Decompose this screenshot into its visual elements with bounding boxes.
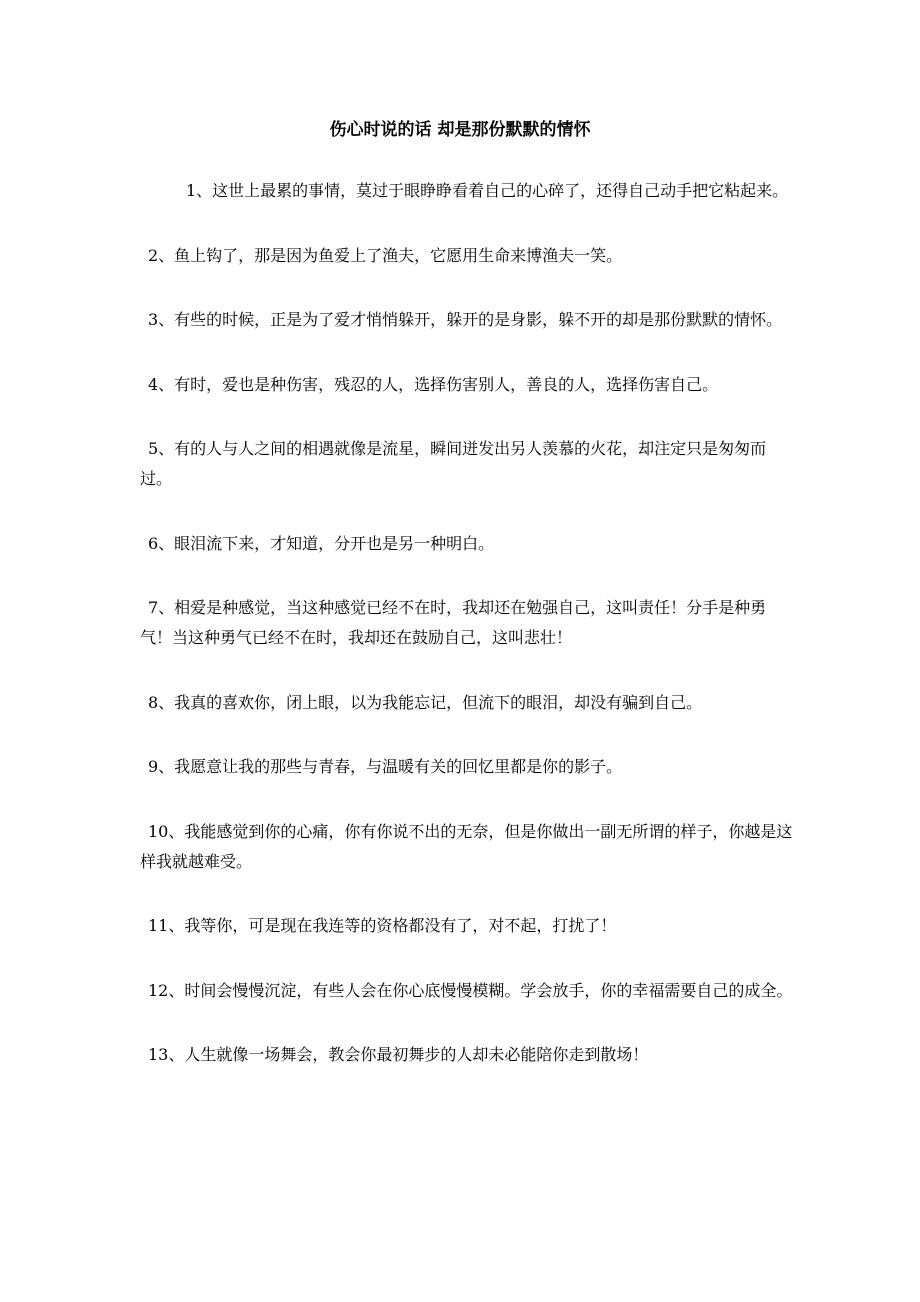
paragraph-8: 8、我真的喜欢你，闭上眼，以为我能忘记，但流下的眼泪，却没有骗到自己。	[148, 692, 703, 712]
paragraph-1: 1、这世上最累的事情，莫过于眼睁睁看着自己的心碎了，还得自己动手把它粘起来。	[186, 181, 789, 200]
paragraph-13: 13、人生就像一场舞会，教会你最初舞步的人却未必能陪你走到散场！	[148, 1045, 649, 1064]
paragraph-7: 7、相爱是种感觉，当这种感觉已经不在时，我却还在勉强自己，这叫责任！分手是种勇气！当这种勇气已经不在时，我却还在鼓励自己，这叫悲壮！	[140, 598, 767, 647]
paragraph-12: 12、时间会慢慢沉淀，有些人会在你心底慢慢模糊。学会放手，你的幸福需要自己的成全。	[148, 980, 793, 1000]
document-title: 伤心时说的话 却是那份默默的情怀	[329, 120, 591, 140]
paragraph-5: 5、有的人与人之间的相遇就像是流星，瞬间迸发出另人羡慕的火花，却注定只是匆匆而过。	[140, 439, 767, 488]
document-body	[140, 176, 795, 1070]
paragraph-3: 3、有些的时候，正是为了爱才悄悄躲开，躲开的是身影，躲不开的却是那份默默的情怀。	[148, 310, 783, 329]
paragraph-2: 2、鱼上钩了，那是因为鱼爱上了渔夫，它愿用生命来博渔夫一笑。	[148, 245, 623, 265]
paragraph-4: 4、有时，爱也是种伤害，残忍的人，选择伤害别人，善良的人，选择伤害自己。	[148, 374, 719, 394]
paragraph-6: 6、眼泪流下来，才知道，分开也是另一种明白。	[148, 533, 495, 553]
paragraph-11: 11、我等你，可是现在我连等的资格都没有了，对不起，打扰了！	[148, 916, 617, 935]
paragraph-9: 9、我愿意让我的那些与青春，与温暖有关的回忆里都是你的影子。	[148, 757, 623, 776]
paragraph-10: 10、我能感觉到你的心痛，你有你说不出的无奈，但是你做出一副无所谓的样子，你越是这样我就越难受。	[140, 821, 793, 871]
